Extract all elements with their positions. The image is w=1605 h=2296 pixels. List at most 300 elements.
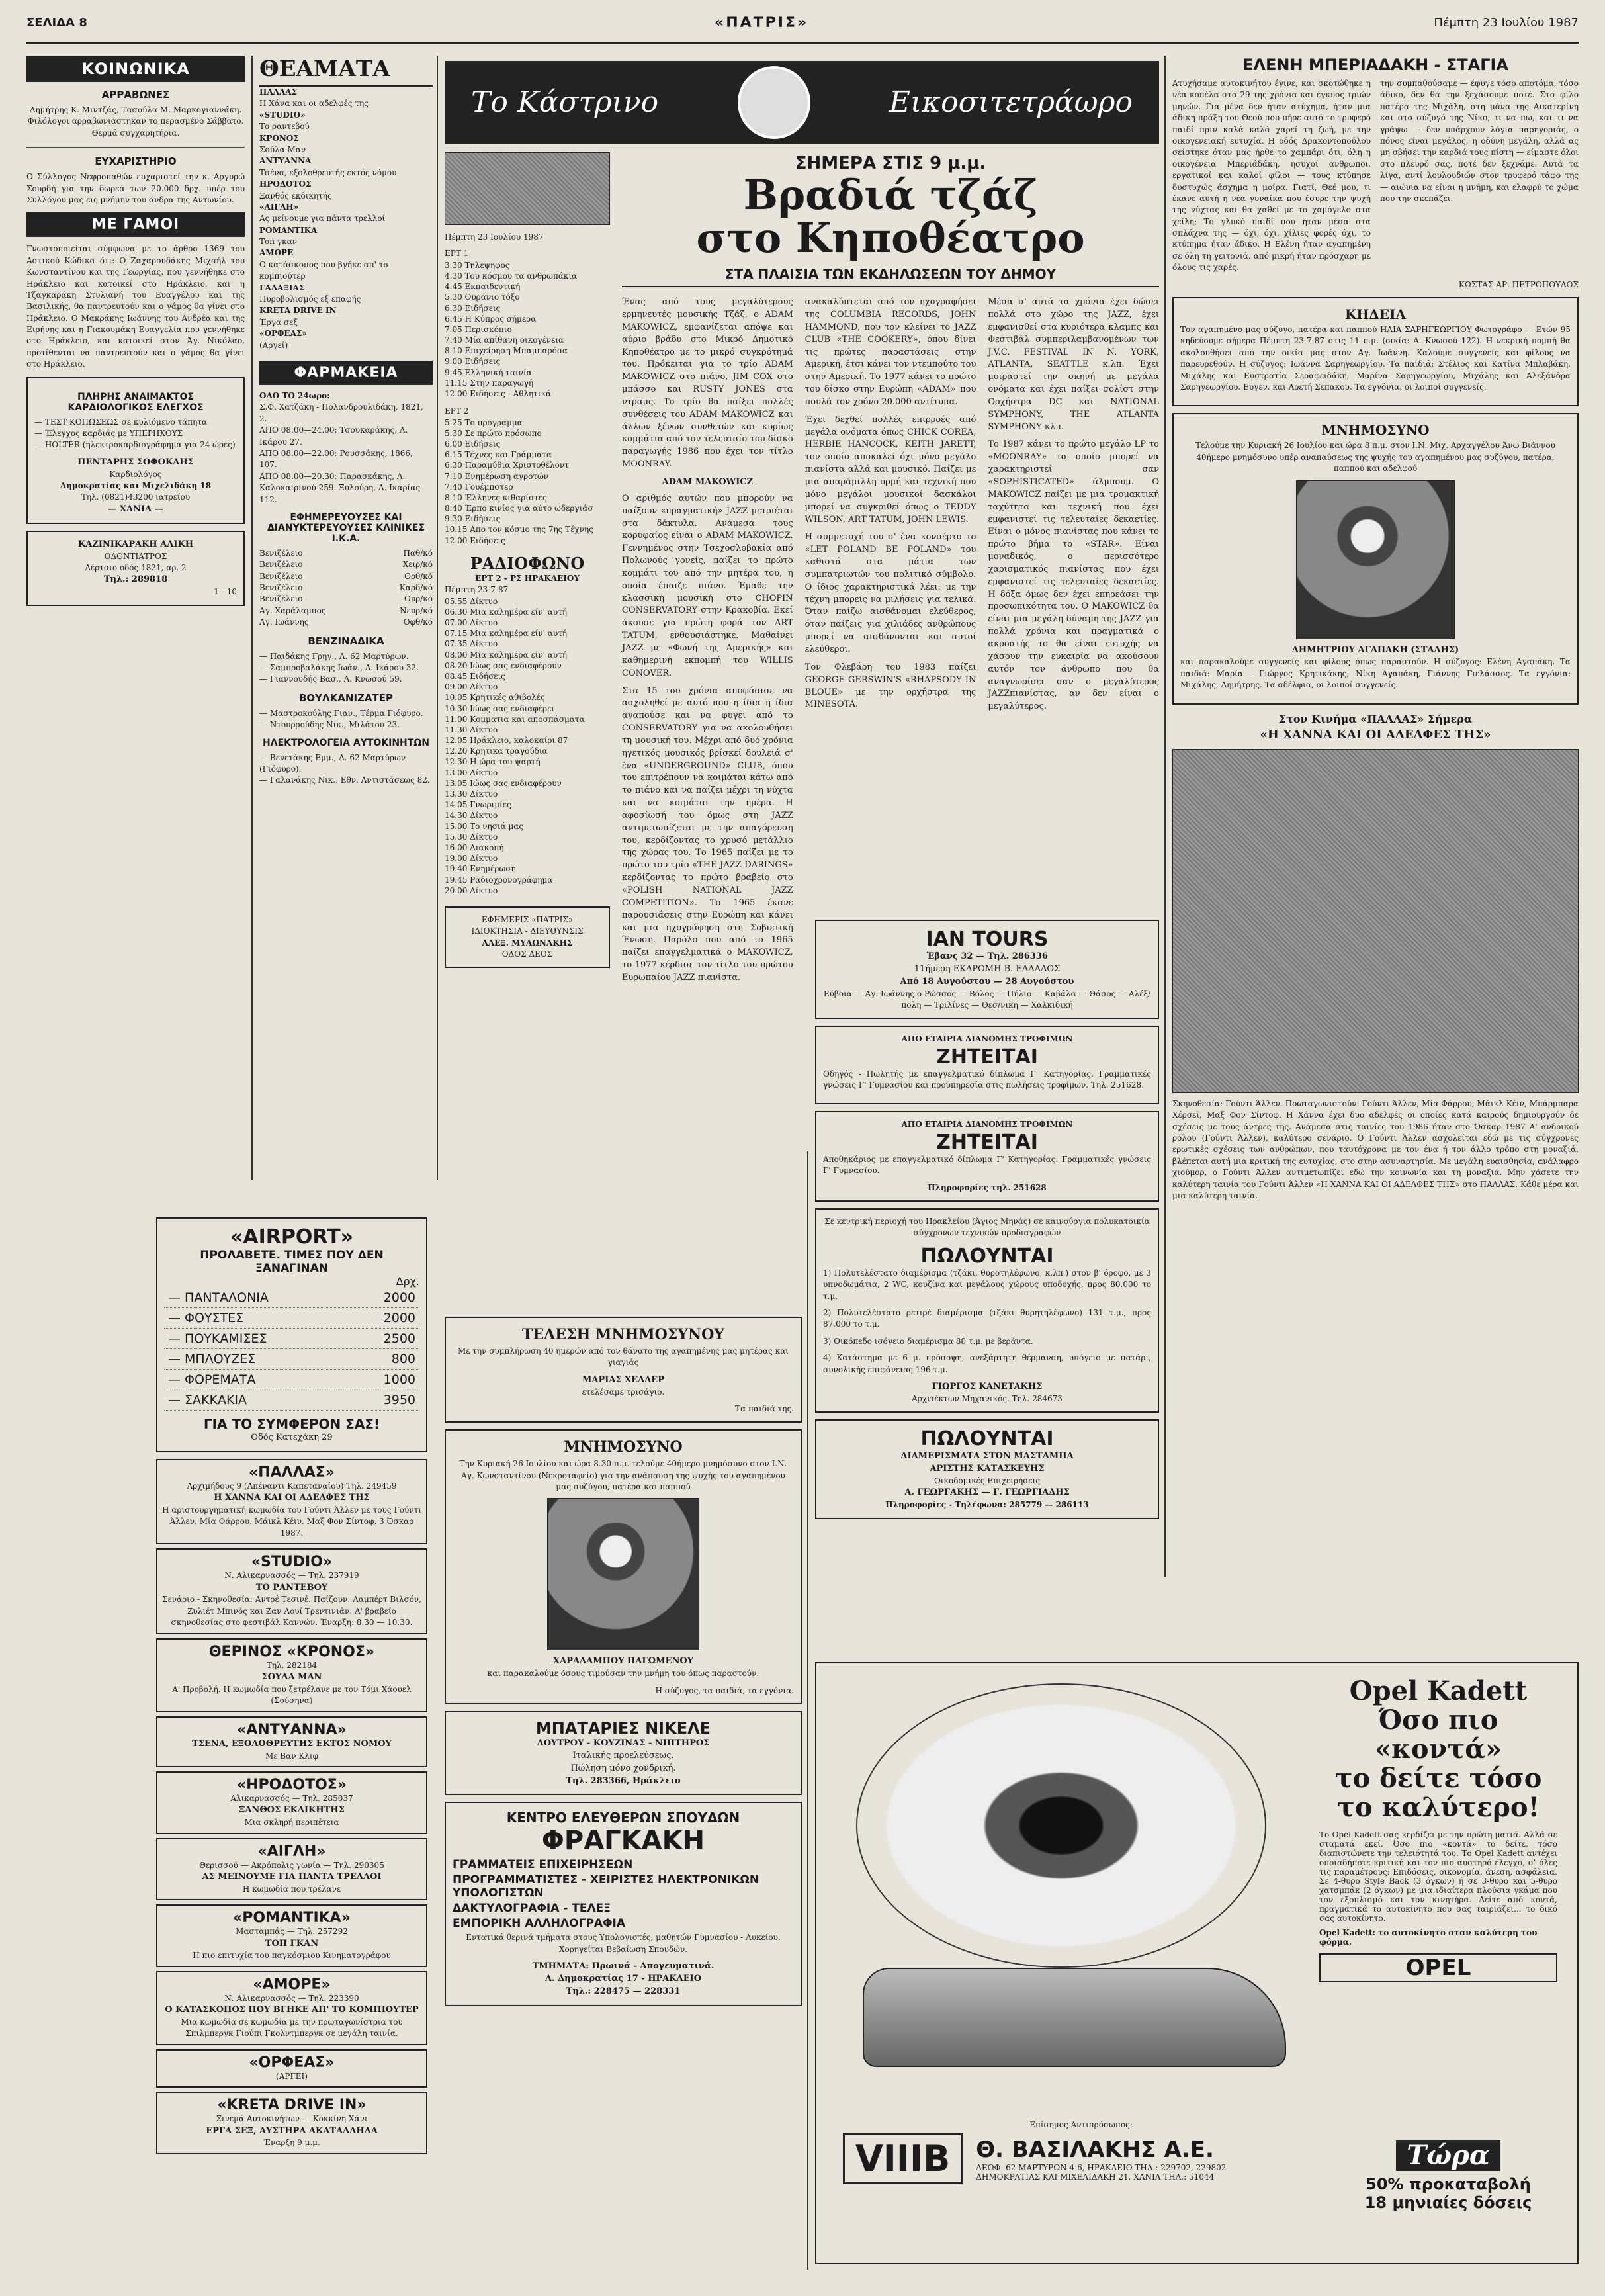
radio-program: 08.45 Ειδήσεις: [445, 671, 505, 681]
radio-program: 13.05 Ιώως σας ενδιαφέρουν: [445, 778, 562, 788]
theatre-film: (Αργεί): [259, 340, 288, 350]
school-name: ΦΡΑΓΚΑΚΗ: [541, 1826, 705, 1857]
school-course: ΓΡΑΜΜΑΤΕΙΣ ΕΠΙΧΕΙΡΗΣΕΩΝ: [453, 1858, 633, 1872]
cinema-desc: Μια σκληρή περιπέτεια: [244, 1818, 339, 1828]
hospital-row: [259, 559, 433, 570]
sale-title: ΠΩΛΟΥΝΤΑΙ: [920, 1244, 1054, 1268]
airport-ad: [156, 1217, 427, 1452]
theatre-name: ΑΜΟΡΕ: [259, 248, 294, 258]
airport-price: 2000: [383, 1290, 415, 1305]
hospital-department: Οφθ/κό: [403, 617, 433, 627]
page-number: ΣΕΛΙΔΑ 8: [26, 16, 87, 30]
hospital-department: Χειρ/κό: [402, 560, 433, 570]
ert2-program: 6.15 Τέχνες και Γράμματα: [445, 450, 552, 460]
school-course: ΠΡΟΓΡΑΜΜΑΤΙΣΤΕΣ - ΧΕΙΡΙΣΤΕΣ ΗΛΕΚΤΡΟΝΙΚΩΝ ΥΠΟΛΟΓΙΣΤΩΝ: [453, 1873, 759, 1900]
ert1-program: 6.45 Η Κύπρος σήμερα: [445, 314, 537, 324]
hospital-department: Παθ/κό: [403, 548, 433, 558]
cinema-info: Αρχιμήδους 9 (Απέναντι Καπεταναίου) Τηλ. 249459: [187, 1481, 397, 1491]
ert1-program: 8.10 Επιχείρηση Μπαμπαρόσα: [445, 346, 568, 356]
airport-price: 2000: [383, 1311, 415, 1325]
engagements-title: ΑΡΡΑΒΩΝΕΣ: [101, 89, 170, 101]
hospital-row: [259, 617, 433, 628]
masthead: [26, 9, 1579, 44]
hospital-name: Βενιζέλειο: [259, 548, 303, 558]
theatre-name: ΓΑΛΑΞΙΑΣ: [259, 283, 305, 292]
cinema-info: Ν. Αλικαρνασσός — Τηλ. 223390: [224, 1993, 359, 2003]
ert1-program: 5.30 Ουράνιο τόξο: [445, 292, 520, 302]
hospital-department: Ορθ/κό: [404, 571, 433, 581]
ert2-program: 7.10 Ενημέρωση αγροτών: [445, 471, 549, 481]
article-paragraph: Τον Φλεβάρη του 1983 παίζει GEORGE GERSWIN'S «RHAPSODY IN BLOUE» με την ορχήστρα της MINESOTA.: [804, 662, 976, 710]
battery-subtitle: ΛΟΥΤΡΟΥ - ΚΟΥΖΙΝΑΣ - ΝΙΠΤΗΡΟΣ: [537, 1738, 710, 1748]
memorial-service-text-2: και παρακαλούμε συγγενείς και φίλους όπως παραστούν. Η σύζυγος: Ελένη Αγαπάκη. Τα παιδιά: Μαρία - Γιώργος Κρητικάκης, Νίκη Αγαπάκη, Γιάννης Γιελάσσος. Τα εγγόνια: Μιχάλης, Δημήτρης. Τα αδέλφια, οι λοιποί συγγενείς.: [1180, 657, 1571, 690]
ert2-program: 6.00 Ειδήσεις: [445, 439, 501, 449]
dental-ad: [26, 531, 245, 606]
school-text: Εντατικά θερινά τμήματα στους Υπολογιστές, μαθητών Γυμνασίου - Λυκείου. Χορηγείται Βεβαίωση Σπουδών.: [466, 1933, 781, 1954]
sale-ad-1: [815, 1208, 1159, 1413]
cinema-ad: [156, 1771, 427, 1834]
cinema-film: Ο ΚΑΤΑΣΚΟΠΟΣ ΠΟΥ ΒΓΗΚΕ ΑΠ' ΤΟ ΚΟΜΠΙΟΥΤΕΡ: [165, 2005, 419, 2015]
job-header: ΑΠΟ ΕΤΑΙΡΙΑ ΔΙΑΝΟΜΗΣ ΤΡΟΦΙΜΩΝ: [901, 1120, 1073, 1129]
hospital-row: [259, 594, 433, 605]
radio-program: 10.30 Ιώως σας ενδιαφέρει: [445, 703, 554, 713]
gas-header: ΒΕΝΖΙΝΑΔΙΚΑ: [308, 635, 384, 647]
radio-date: Πέμπτη 23-7-87: [445, 585, 509, 595]
school-course: ΕΜΠΟΡΙΚΗ ΑΛΛΗΛΟΓΡΑΦΙΑ: [453, 1917, 626, 1931]
classifieds-column: [815, 913, 1159, 1526]
tours-dates: Από 18 Αυγούστου — 28 Αυγούστου: [900, 976, 1074, 987]
ert1-program: 7.40 Μία απίθανη οικογένεια: [445, 335, 564, 345]
pharmacy-header: ΦΑΡΜΑΚΕΙΑ: [259, 361, 433, 385]
doctor-name: ΠΕΝΤΑΡΗΣ ΣΟΦΟΚΛΗΣ: [77, 457, 194, 467]
article-title-2: στο Κηποθέατρο: [696, 214, 1085, 263]
radio-program: 09.00 Δίκτυο: [445, 682, 498, 692]
ert2-program: 7.40 Γουέμπστερ: [445, 482, 513, 492]
battery-text: Ιταλικής προελεύσεως.: [572, 1750, 674, 1761]
dental-address: Λέρτσιο οδός 1821, αρ. 2: [85, 562, 187, 572]
sale-contact: ΓΙΩΡΓΟΣ ΚΑΝΕΤΑΚΗΣ: [932, 1381, 1043, 1391]
gas-line: — Σαμπροβαλάκης Ιωάν., Λ. Ικάρου 32.: [259, 663, 419, 673]
thanks-title: ΕΥΧΑΡΙΣΤΗΡΙΟ: [95, 155, 177, 168]
theatre-list: [259, 87, 433, 351]
battery-phone: Τηλ. 283366, Ηράκλειο: [566, 1775, 681, 1786]
ert1-program: 6.30 Ειδήσεις: [445, 303, 501, 313]
school-address: Λ. Δημοκρατίας 17 - ΗΡΑΚΛΕΙΟ: [544, 1973, 702, 1984]
hospital-name: Αγ. Ιωάννης: [259, 617, 309, 627]
vulcanizer-line: — Ντουρρούδης Νικ., Μιλάτου 23.: [259, 720, 400, 730]
hospital-row: [259, 582, 433, 594]
radio-program: 10.05 Κρητικές αθιβολές: [445, 693, 545, 703]
car-illustration: [863, 1968, 1286, 2067]
article-subhead: ADAM MAKOWICZ: [662, 477, 754, 487]
memorial-service-notice: [1172, 413, 1579, 704]
electrician-header: ΗΛΕΚΤΡΟΛΟΓΕΙΑ ΑΥΤΟΚΙΝΗΤΩΝ: [263, 737, 429, 748]
article-col-1: [622, 296, 793, 990]
article-col-3: [988, 296, 1159, 990]
radio-program: 15.30 Δίκτυο: [445, 832, 498, 842]
tours-trip: 11ήμερη ΕΚΔΡΟΜΗ Β. ΕΛΛΑΔΟΣ: [914, 963, 1061, 974]
theatre-name: ΚΡΟΝΟΣ: [259, 133, 299, 143]
cinema-film: ΑΣ ΜΕΙΝΟΥΜΕ ΓΙΑ ΠΑΝΤΑ ΤΡΕΛΛΟΙ: [202, 1871, 382, 1882]
memorial-notice-3: [445, 1429, 802, 1704]
ert2-title: ΕΡΤ 2: [445, 406, 469, 416]
radio-program: 19.00 Δίκτυο: [445, 854, 498, 863]
school-header: ΚΕΝΤΡΟ ΕΛΕΥΘΕΡΩΝ ΣΠΟΥΔΩΝ: [506, 1810, 740, 1826]
cinema-ad: [156, 2092, 427, 2154]
engagements-text: Δημήτρης Κ. Μιντζάς, Τασούλα Μ. Μαρκογιαννάκη. Φιλόλογοι αρραβωνιάστηκαν το περασμένο Σάββατο. Θερμά συγχαρητήρια.: [27, 105, 244, 138]
opel-headline-3: το δείτε τόσο: [1334, 1763, 1542, 1794]
opel-copy: [1319, 1677, 1557, 1982]
cinema-name: «ΗΡΟΔΟΤΟΣ»: [236, 1776, 347, 1793]
deceased-portrait-2: [547, 1498, 699, 1650]
cinema-film: Η ΧΑΝΝΑ ΚΑΙ ΟΙ ΑΔΕΛΦΕΣ ΤΗΣ: [214, 1493, 370, 1503]
dealer-logo: VIIIB: [843, 2133, 963, 2184]
cinema-info: Τηλ. 282184: [266, 1660, 318, 1670]
stamp-line: ΑΛΕΞ. ΜΥΛΩΝΑΚΗΣ: [482, 938, 573, 948]
cardio-line: — HOLTER (ηλεκτροκαρδιογράφημα για 24 ώρες): [34, 440, 236, 450]
sale-item: 2) Πολυτελέστατο ρετιρέ διαμέρισμα (τζάκι θυρητηλέφωνο) 131 τ.μ., προς 87.000 το τ.μ.: [823, 1308, 1151, 1329]
school-course: ΔΑΚΤΥΛΟΓΡΑΦΙΑ - ΤΕΛΕΞ: [453, 1902, 611, 1916]
ert2-program: 8.40 Έρπο κινίος για αύτο ωδεργιάσ: [445, 504, 593, 513]
hospital-department: Καρδ/κό: [399, 583, 433, 593]
cardio-ad: [26, 377, 245, 524]
opel-headline-2: Όσο πιο «κοντά»: [1374, 1704, 1502, 1765]
radio-program: 13.00 Δίκτυο: [445, 768, 498, 777]
school-phone: Τηλ.: 228475 — 228331: [566, 1986, 681, 1996]
job-title: ΖΗΤΕΙΤΑΙ: [936, 1130, 1038, 1154]
theatre-name: ΑΝΤΥΑΝΝΑ: [259, 156, 312, 166]
article-paragraph: Ένας από τους μεγαλύτερους ερμηνευτές μουσικής Τζάζ, ο ADAM MAKOWICZ, εμφανίζεται απόψε και αύριο βράδυ στο Μικρό Δημοτικό Κηποθέατρο με το μικρό συγκρότημά του. Πρόκειται για το τρίο ADAM MAKOWICZ στο πιάνο, JIM COX στο μπάσσο και RUSTY JONES στα ντραμς. Το τρίο θα παίξει πολλές συνθέσεις του ADAM MAKOWICZ και άλλων ξένων συνθετών και κυρίως κομμάτια από τον τελευταίο του δίσκο παραγωγής 1986 που έχει τον τίτλο MOONRAY.: [622, 297, 793, 470]
tours-ad: [815, 920, 1159, 1019]
sale-ad-2: [815, 1419, 1159, 1519]
theatre-name: ΗΡΟΔΟΤΟΣ: [259, 179, 312, 189]
airport-subtitle: ΠΡΟΛΑΒΕΤΕ. ΤΙΜΕΣ ΠΟΥ ΔΕΝ ΞΑΝΑΓΙΝΑΝ: [200, 1249, 384, 1275]
issue-date: Πέμπτη 23 Ιουλίου 1987: [1434, 16, 1579, 30]
airport-price-row: [164, 1288, 419, 1308]
cinema-desc: (ΑΡΓΕΙ): [276, 2071, 308, 2081]
memorial-text: Ατυχήσαμε αυτοκινήτου έγινε, και σκοτώθηκε η νέα κοπέλα στα 29 της χρόνια και έγκυος τριών μηνών. Για μένα δεν ήταν ατύχημα, ήταν μια άδικη πράξη του Θεού που πήρε αυτό το τρυφερό παιδί πριν καλά καλά χαρεί τη ζωή, με την οικογενειακή ευτυχία. Η οδός Δρακοντοπούλου σείστηκε όταν μας ήρθε το χαμπάρι ότι, όλη η οικογένεια Μπεριάδάκη, ησυχοί άνθρωποι, εργατικοί και καλοί φίλοι — τους κτύπησε δυστυχώς άσχημα η μοίρα. Γιατί, Θεέ μου, τι έκανε αυτή η νέα γυναίκα που έσυρε την ψυχή της νύχτας και θα χαθεί με το χαμόγελο στα χείλη; Το γλυκό παιδί που ήταν μέσα στα σπλάχνα της — όχι, όχι, χίλιες φορές όχι, το κτύπημα ήταν άδικο. Η Ελένη ήταν αγαπημένη σε όλη τη γειτονιά, από μικρή ήταν πρόσχαρη με όλους τις χαρές.: [1172, 79, 1371, 273]
radio-program: 06.30 Μια καλημέρα είν' αυτή: [445, 607, 568, 617]
theatre-film: Η Χάνα και οι αδελφές της: [259, 99, 369, 109]
ert2-program: 9.30 Ειδήσεις: [445, 514, 501, 524]
film-review: Σκηνοθεσία: Γούντι Άλλεν. Πρωταγωνιστούν: Γούντι Άλλεν, Μία Φάρρου, Μάικλ Κέιν, Μπάρμπαρα Χέρσεϊ, Μαξ Φον Σίντοφ. Η Χάννα έχει δυο αδελφές οι οποίες κατά καιρούς δημιουργούν δε σχέσεις με τους άντρες της. Ανάμεσα στις ταινίες του 1986 ήταν στο Όσκαρ 1987 Α' ανδρικού ρόλου (Γούντι Άλλεν), καλύτερο σενάριο. Ο Γούντι Άλλεν ασχολείται εδώ με τις σύγχρονες ερωτικές σχέσεις των ανθρώπων, που ταυτόχρονα με τον ένα ή τον άλλο τρόπο στη μοναξιά, βλέπεται αυτή μια κριτική της ευτυχίας, στο στην ασυναρτησία. Με μεγάλη ευαισθησία, ανάλαφρο χιούμορ, ο Γούντι Άλλεν αντιμετωπίζει εδώ την κοινωνία και τη μοναξιά. Μην χάσετε την καλύτερη ταινία του Γούντι Άλλεν «Η ΧΑΝΝΑ ΚΑΙ ΟΙ ΑΔΕΛΦΕΣ ΤΗΣ» στο ΠΑΛΛΑΣ. Κάθε μέρα και μια καλύτερη ταινία.: [1172, 1098, 1579, 1200]
battery-text: Πώληση μόνο χονδρική.: [570, 1763, 676, 1773]
doctor-phone: Τηλ. (0821)43200 ιατρείου: [81, 492, 191, 502]
job-ad-1: [815, 1026, 1159, 1104]
theatre-film: Ξανθός εκδικητής: [259, 191, 332, 200]
airport-item: — ΦΟΥΣΤΕΣ: [168, 1311, 244, 1325]
article-title-1: Βραδιά τζάζ: [743, 171, 1038, 219]
cinema-name: «KRETA DRIVE IN»: [217, 2097, 367, 2114]
cinema-desc: Μια κωμωδία σε κωμωδία με την πρωταγωνίστρια του Σπιλμπεργκ Γιούπι Γκολντμπεργκ σε μεγάλη ταινία.: [181, 2017, 403, 2039]
radio-program: 19.40 Ενημέρωση: [445, 864, 516, 874]
deceased-name: ΔΗΜΗΤΡΙΟΥ ΑΓΑΠΑΚΗ (ΣΤΑΛΗΣ): [1291, 644, 1459, 655]
tours-title: IAN TOURS: [926, 928, 1049, 951]
article-paragraph: Στα 15 του χρόνια αποφάσισε να ασχοληθεί με αυτό που η ίδια η ίδια αγαπούσε και να φυγει από το CONSERVATORY για να ακολουθήσει τη μουσική του. Μέχρι από δυό χρόνια ηγετικός μουσικός βρίσκεί δουλειά σ' ένα «UNDERGROUND» CLUB, όπου του επιτρέπουν να κοιμάται κάτω από το πιάνο και να παίζει μέχρι τη νύχτα και να κοιμάται την ημέρα. Η αφοσίωσή του όμως στη JAZZ αντιμετωπίζεται με την απαγόρευση του, κερδίζοντας το χρυσό μετάλλιο της χώρας του. Το 1965 παίζει με το πρώτο του τρίο «THE JAZZ DARINGS» κερδίζοντας το πρώτο βραβείο στο «POLISH NATIONAL JAZZ COMPETITION». Το 1965 έκανε παρουσιάσεις στην Ευρώπη και κάνει και μια ηχογράφηση στη Σοβιετική Ένωση. Παρόλο που από το 1965 παίζει επαγγελματικά ο MAKOWICZ, το 1977 κέρδισε τον τίτλο του πρώτου Ευρωπαίου JAZZ πιανίστα.: [622, 685, 793, 983]
memorial-service-text: Τελούμε την Κυριακή 26 Ιουλίου και ώρα 8 π.μ. στον Ι.Ν. Μιχ. Αρχαγγέλου Άνω Βιάννου 40ήμερο μνημόσυνο υπέρ αναπαύσεως της ψυχής του αγαπημένου μας συζύγου, πατέρα, παππού και αδελφού: [1195, 441, 1555, 474]
airport-title: «AIRPORT»: [230, 1225, 353, 1249]
cinema-ads-column: [156, 1211, 427, 2158]
job-info: Πληροφορίες τηλ. 251628: [928, 1182, 1047, 1192]
memorial-signature: ΚΩΣΤΑΣ ΑΡ. ΠΕΤΡΟΠΟΥΛΟΣ: [1458, 279, 1579, 289]
cinema-desc: Σενάριο - Σκηνοθεσία: Αντρέ Τεσινέ. Παίζουν: Λαμπέρτ Βιλσόν, Ζυλιέτ Μπινός και Ζαν Λουί Τρεντινιάν. Α' βραβείο σκηνοθεσίας στο φεστιβάλ Καννών. Έναρξη: 8.30 — 10.30.: [162, 1595, 421, 1628]
job-text: Οδηγός - Πωλητής με επαγγελματικό δίπλωμα Γ' Κατηγορίας. Γραμματικές γνώσεις Γ' Γυμνασίου και προϋπηρεσία στις πωλήσεις τροφίμων. Τηλ. 251628.: [823, 1069, 1151, 1090]
article-col-2: [805, 296, 976, 990]
cinema-film: ΞΑΝΘΟΣ ΕΚΔΙΚΗΤΗΣ: [239, 1805, 345, 1816]
theatre-name: ΡΟΜΑΝΤΙΚΑ: [259, 225, 318, 235]
radio-program: 20.00 Δίκτυο: [445, 885, 498, 895]
opel-headline-1: Opel Kadett: [1349, 1675, 1528, 1706]
weddings-header: ΜΕ ΓΑΜΟΙ: [26, 212, 245, 237]
opel-headline-4: το καλύτερο!: [1336, 1792, 1540, 1823]
cardio-line: — ΤΕΣΤ ΚΟΠΩΣΕΩΣ σε κυλιόμενο τάπητα: [34, 417, 208, 427]
ert2-program: 6.30 Παραμύθια Χριστοθέλοντ: [445, 461, 569, 470]
article-paragraph: Έχει δεχθεί πολλές επιρροές από μεγάλα ονόματα όπως CHICK COREA, HERBIE HANCOCK, KEITH JARETT, τον οποίο αποκαλεί όχι μόνο μεγάλο πιανίστα αλλά και μουσικό. Παίζει με μια απαράμιλλη ορμή και τεχνική που μόνο μεγάλοι μουσικοί δασκάλοι μπορεί να συγκριθεί όπως ο TEDDY WILSON, ART TATUM, JOHN LEWIS.: [804, 414, 976, 525]
notice-signature: Τα παιδιά της.: [735, 1403, 794, 1413]
electrician-line: — Βενετάκης Εμμ., Λ. 62 Μαρτύρων (Γιόφυρο).: [259, 752, 406, 773]
electrician-line: — Γαλανάκης Νικ., Εθν. Αντιστάσεως 82.: [259, 775, 430, 785]
funeral-text: Τον αγαπημένο μας σύζυγο, πατέρα και παππού ΗΛΙΑ ΣΑΡΗΓΕΩΡΓΙΟΥ Φωτογράφο — Ετών 95 κηδεύουμε σήμερα Πέμπτη 23-7-87 στις 11 π.μ. (οικία: Α. Κνωσού 122). Η νεκρική πομπή θα ακολουθήσει από την οικία μας στον Αγ. Ιωάννη. Καλούμε συγγενείς και φίλους να παρευρεθούν. Η σύζυγος: Ιωάννα Σαρηγεωργίου. Τα παιδιά: Στέλιος και Κατίνα Μπλαβάκη, Μιχάλης και Ευστρατία Σεραφειδάκη, Μαρίνα Σαρηγεωργίου, Μιχάλης και Αλεξάνδρα Σαρηγεωργίου. Ευγεν. και Αρετή Σεπακου. Τα εγγόνια, οι λοιποί συγγενείς.: [1180, 325, 1571, 392]
promo-line-1: 50% προκαταβολή: [1366, 2175, 1531, 2193]
cinema-desc: Έναρξη 9 μ.μ.: [263, 2138, 320, 2148]
cinema-film: ΕΡΓΑ ΣΕΞ, ΑΥΣΤΗΡΑ ΑΚΑΤΑΛΛΗΛΑ: [206, 2125, 378, 2136]
cinema-ad: [156, 1459, 427, 1544]
hospital-list: [259, 548, 433, 629]
airport-price: 1000: [383, 1372, 415, 1387]
stamp-line: ΟΔΟΣ ΔΕΟΣ: [501, 949, 553, 959]
doctor-address: Δημοκρατίας και Μιχελιδάκη 18: [60, 481, 212, 491]
opel-footer: Opel Kadett: το αυτοκίνητο σταν καλύτερη του φόρμα.: [1319, 1928, 1538, 1947]
cinema-film: ΤΣΕΝΑ, ΕΞΟΛΟΘΡΕΥΤΗΣ ΕΚΤΟΣ ΝΟΜΟΥ: [192, 1738, 392, 1749]
radio-program: 11.30 Δίκτυο: [445, 725, 498, 734]
memorial-text-3b: και παρακαλούμε όσους τιμούσαν την μνήμη του όπως παραστούν.: [487, 1669, 759, 1679]
doctor-city: — ΧΑΝΙΑ —: [108, 504, 163, 514]
dealer-header: Επίσημος Αντιπρόσωπος:: [1029, 2120, 1133, 2129]
dealer-address-1: ΛΕΩΦ. 62 ΜΑΡΤΥΡΩΝ 4-6, ΗΡΑΚΛΕΙΟ ΤΗΛ.: 229702, 229802: [976, 2162, 1227, 2172]
notice-text: Με την συμπλήρωση 40 ημερών από τον θάνατο της αγαπημένης μας μητέρας και γιαγιάς: [457, 1346, 789, 1368]
cinema-ad: [156, 1716, 427, 1767]
ert2-program: 10.15 Απο τον κόσμο της 7ης Τέχνης: [445, 525, 593, 535]
cardio-line: — Έλεγχος καρδιάς με ΥΠΕΡΗΧΟΥΣ: [34, 429, 183, 439]
notices-column: [445, 1310, 802, 2013]
opel-body: Το Opel Kadett σας κερδίζει με την πρώτη ματιά. Αλλά σε σταματά εκεί. Όσο πιο «κοντά» το δείτε, τόσο διαπιστώνετε την τελειότητά του. Το Opel Kadett αντέχει οποιαδήποτε κριτική και τον πιο αυστηρό έλεγχο, σ' όλες τις παραμέτρους: Επιδόσεις, οικονομία, άνεση, ασφάλεια. Σε 4-θυρο Style Back (3 όγκων) ή σε 3-θυρο και 5-θυρο χατσμπάκ (2 όγκων) με μια ιδιαίτερα πλούσια γκάμα που τον εξοπλισμό και τον κινητήρα. Δείτε από κοντά, πραγματικά το αυτοκίνητο που σας ταιριάζει... το δικό σας αυτοκίνητο.: [1319, 1830, 1557, 1923]
sale2-names: Α. ΓΕΩΡΓΑΚΗΣ — Γ. ΓΕΩΡΓΙΑΔΗΣ: [904, 1487, 1070, 1498]
sale2-subtitle: ΔΙΑΜΕΡΙΣΜΑΤΑ ΣΤΟΝ ΜΑΣΤΑΜΠΑ: [900, 1451, 1074, 1462]
deceased-portrait: [1296, 480, 1455, 639]
article-paragraph: ανακαλύπτεται από τον ηχογραφήσει της COLUMBIA RECORDS, JOHN HAMMOND, που τον κλείνει το JAZZ CLUB «THE COOKERY», όπου δίνει τις πρώτες παραστάσεις στην Αμερική, έτσι κάνει τον ντεμπούτο του στην Αμερική. Το 1977 κάνει το πρώτο του δίσκο στην Ευρώπη «ADAM» που πουλά τον χρόνο 20.000 αντίτυπα.: [804, 297, 976, 407]
cinema-info: Θερισσού — Ακρόπολις γωνία — Τηλ. 290305: [199, 1860, 384, 1870]
vulcanizer-line: — Μαστροκούλης Γιαν., Τέρμα Γιόφυρο.: [259, 708, 423, 718]
ert1-list: [445, 260, 610, 399]
job-text: Αποθηκάριος με επαγγελματικό δίπλωμα Γ' Κατηγορίας. Γραμματικές γνώσεις Γ' Γυμνασίου.: [823, 1154, 1151, 1176]
dental-role: ΟΔΟΝΤΙΑΤΡΟΣ: [104, 551, 167, 561]
cinema-desc: Η αριστουργηματική κωμωδία του Γούντι Άλλεν με τους Γούντι Άλλεν, Μία Φάρρου, Μάικλ Κέιν, Μαξ Φον Σίντοφ, 3 Όσκαρ 1987.: [162, 1505, 421, 1538]
thanks-text: Ο Σύλλογος Νεφροπαθών ευχαριστεί την κ. Αργυρώ Σουρδή για την δωρεά των 20.000 δρχ. υπέρ του Συλλόγου μας εις μνήμην του άνδρα της Αντωνίου.: [26, 172, 245, 204]
ert2-program: 5.25 Το πρόγραμμα: [445, 418, 523, 427]
battery-ad: [445, 1711, 802, 1795]
radio-program: 07.00 Δίκτυο: [445, 618, 498, 628]
gas-line: — Παιδάκης Γρηγ., Λ. 62 Μαρτύρων.: [259, 651, 409, 661]
airport-item: — ΦΟΡΕΜΑΤΑ: [168, 1372, 256, 1387]
pharmacy-line: ΑΠΟ 08.00—22.00: Ρουσσάκης, 1866, 107.: [259, 448, 413, 470]
airport-price-row: [164, 1349, 419, 1370]
tours-route: Εύβοια — Αγ. Ιωάννης ο Ρώσσος — Βόλος — Πήλιο — Καβάλα — Θάσος — Αλέξ/πολη — Τριλίνες — Θεσ/νικη — Χαλκιδική: [823, 989, 1151, 1010]
pharmacy-line: Σ.Φ. Χατζάκη - Πολανδρουλιδάκη, 1821, 2.: [259, 402, 423, 423]
pharmacy-24h: ΟΛΟ ΤΟ 24ωρο:: [259, 390, 330, 400]
hospital-name: Βενιζέλειο: [259, 594, 303, 604]
memorial-name-3: ΧΑΡΑΛΑΜΠΟΥ ΠΑΓΩΜΕΝΟΥ: [553, 1656, 693, 1667]
notice-title: ΤΕΛΕΣΗ ΜΝΗΜΟΣΥΝΟΥ: [522, 1326, 724, 1343]
airport-item: — ΠΑΝΤΑΛΟΝΙΑ: [168, 1290, 269, 1305]
tv-date: Πέμπτη 23 Ιουλίου 1987: [445, 232, 544, 242]
dental-name: ΚΑΖΙΝΙΚΑΡΑΚΗ ΑΛΙΚΗ: [77, 539, 194, 549]
eye-illustration: [856, 1683, 1266, 1968]
airport-price-row: [164, 1308, 419, 1329]
cinema-ad: [156, 1638, 427, 1712]
article-today: ΣΗΜΕΡΑ ΣΤΙΣ 9 μ.μ.: [795, 154, 986, 173]
airport-price-row: [164, 1329, 419, 1349]
promo-line-2: 18 μηνιαίες δόσεις: [1364, 2193, 1532, 2212]
sale2-company: Οικοδομικές Επιχειρήσεις: [933, 1476, 1041, 1485]
cinema-desc: Με Βαν Κλιφ: [265, 1751, 319, 1761]
ert1-program: 3.30 Τηλεψηφος: [445, 260, 510, 270]
hospital-name: Βενιζέλειο: [259, 560, 303, 570]
hospital-name: Βενιζέλειο: [259, 571, 303, 581]
ert2-program: 5.30 Σε πρώτο πρόσωπο: [445, 428, 542, 438]
radio-program: 08.00 Μια καλημέρα είν' αυτή: [445, 650, 568, 660]
sale2-subtitle-2: ΑΡΙΣΤΗΣ ΚΑΤΑΣΚΕΥΗΣ: [930, 1464, 1045, 1474]
film-caption-top: Στον Κινήμα «ΠΑΛΛΑΣ» Σήμερα: [1278, 712, 1473, 725]
memorial-text: την συμπαθούσαμε — έφυγε τόσο αποτόμα, τόσο άδικο, δεν θα την ξεχάσουμε ποτέ. Στο φίλο πατέρα της Μιχάλη, στη μάνα της Αικατερίνη και στο σύζυγό της Νίκο, τι να πω, και τι να γράψω — δεν υπάρχουν λόγια παρηγοριάς, ο πόνος είναι μεγάλος, η οδύνη μεγάλη, αλλά ας μη σβήσει την καρδιά τους πίστη — είμαστε όλοι στο πλευρό σας, ποτέ δεν ξεχνάμε. Αυτά τα λίγα, αντί λουλουδιών στον τρυφερό τάφο της — αιώνια να είναι η μνήμη, και ελαφρύ το χώμα που την σκεπάζει.: [1380, 79, 1579, 203]
airport-item: — ΠΟΥΚΑΜΙΣΕΣ: [168, 1331, 267, 1346]
cinema-ad: [156, 1971, 427, 2045]
radio-program: 12.20 Κρητικα τραγούδια: [445, 746, 548, 756]
memorial-service-notice-2: [445, 1317, 802, 1423]
gas-line: — Γιαννουδής Βασ., Λ. Κνωσού 59.: [259, 674, 402, 684]
radio-program: 08.20 Ιώως σας ενδιαφέρουν: [445, 660, 562, 670]
theatre-name: KRETA DRIVE IN: [259, 306, 337, 316]
cinema-info: Σινεμά Αυτοκινήτων — Κοκκίνη Χάνι: [216, 2114, 368, 2124]
hospital-department: Νευρ/κό: [400, 605, 433, 615]
airport-item: — ΣΑΚΚΑΚΙΑ: [168, 1393, 247, 1407]
airport-price: 3950: [383, 1393, 415, 1407]
radio-header: ΡΑΔΙΟΦΩΝΟ: [470, 553, 585, 573]
cinema-name: «STUDIO»: [251, 1554, 333, 1571]
newspaper-name: «ΠΑΤΡΙΣ»: [715, 15, 809, 31]
theatre-film: Έργα σεξ: [259, 317, 298, 327]
theatre-name: ΠΑΛΛΑΣ: [259, 87, 298, 97]
publisher-stamp: [445, 906, 610, 969]
radio-program: 12.30 Η ώρα του ψαρτή: [445, 757, 541, 767]
hospitals-header: ΕΦΗΜΕΡΕΥΟΥΣΕΣ ΚΑΙ ΔΙΑΝΥΚΤΕΡΕΥΟΥΣΕΣ ΚΛΙΝΙΚΕΣ Ι.Κ.Α.: [267, 511, 425, 544]
ert1-program: 7.05 Περισκόπιο: [445, 324, 512, 334]
pharmacy-line: ΑΠΟ 08.00—24.00: Τσουκαράκης, Λ. Ικάρου 27.: [259, 425, 408, 447]
feature-banner: [445, 61, 1159, 144]
cinema-info: Ν. Αλικαρνασσός — Τηλ. 237919: [224, 1571, 359, 1581]
hospital-row: [259, 571, 433, 582]
radio-program: 15.00 Το νησιά μας: [445, 821, 524, 831]
airport-item: — ΜΠΛΟΥΖΕΣ: [168, 1352, 256, 1366]
notice-name: ΜΑΡΙΑΣ ΧΕΛΛΕΡ: [582, 1374, 664, 1385]
theatre-film: Ας μείνουμε για πάντα τρελλοί: [259, 214, 386, 224]
theatre-film: Πυροβολισμός εξ επαφής: [259, 294, 361, 304]
cinema-desc: Η πιο επιτυχία του παγκόσμιου Κινηματογράφου: [193, 1951, 391, 1961]
social-column: [26, 56, 245, 613]
memorial-title: ΕΛΕΝΗ ΜΠΕΡΙΑΔΑΚΗ - ΣΤΑΓΙΑ: [1242, 56, 1508, 74]
tv-set-image: [445, 152, 610, 225]
sale-item: 4) Κατάστημα με 6 μ. πρόσοψη, ανεξάρτητη θέρμανση, υπόγειο με πατάρι, συνολικής επιφάνειας 196 τ.μ.: [823, 1353, 1151, 1374]
sale-contact-role: Αρχιτέκτων Μηχανικός. Τηλ. 284673: [912, 1393, 1063, 1403]
school-ad: [445, 1802, 802, 2006]
airport-price-row: [164, 1390, 419, 1411]
theatre-film: Ο κατάσκοπος που βγήκε απ' το κομπιούτερ: [259, 259, 388, 281]
theatre-film: Το ραντεβού: [259, 122, 310, 132]
hospital-name: Αγ. Χαράλαμπος: [259, 605, 326, 615]
dental-hours: 1—10: [214, 587, 237, 597]
airport-currency: Δρχ.: [396, 1275, 419, 1288]
social-header: ΚΟΙΝΩΝΙΚΑ: [26, 56, 245, 82]
promo-block: [1339, 2140, 1557, 2212]
film-still-photo: [1172, 749, 1579, 1093]
cinema-list: [156, 1459, 427, 2154]
notice-text-2: ετελέσαμε τρισάγιο.: [582, 1387, 665, 1397]
jazz-article: [622, 154, 1159, 990]
hospital-department: Ουρ/κό: [404, 594, 433, 604]
airport-price-row: [164, 1370, 419, 1390]
cinema-desc: Η κωμωδία που τρέλανε: [242, 1884, 341, 1894]
hospital-name: Βενιζέλειο: [259, 583, 303, 593]
cinema-name: «ΠΑΛΛΑΣ»: [249, 1464, 335, 1481]
airport-price-list: [164, 1288, 419, 1411]
pharmacy-line: ΑΠΟ 08.00—20.30: Παρασκάκης, Λ. Καλοκαιρινού 259. Ξυλούρη, Λ. Ικαρίας 112.: [259, 471, 421, 504]
ert2-program: 12.00 Ειδήσεις: [445, 535, 505, 545]
ert1-program: 4.30 Του κόσμου τα ανθρωπάκια: [445, 271, 578, 281]
castle-emblem-icon: [738, 66, 810, 139]
radio-program: 14.05 Γνωριμίες: [445, 800, 511, 810]
weddings-text: Γνωστοποιείται σύμφωνα με το άρθρο 1369 του Αστικού Κώδικα ότι: Ο Ζαχαρουδάκης Μιχαήλ του Κωνσταντίνου και της Γεωργίας, που γεννήθηκε στο Ηράκλειο και κατοικεί στο Ηράκλειο, και η Τζαγκαράκη Στυλιανή του Ευαγγέλου και της Βασιλικής, θα παντρευτούν και ο γάμος θα γίνει στο Ηράκλειο. Ο Μακράκης Ιωάννης του Ανδρέα και της Ειρήνης και η Γιακουμάκη Ευαγγελία που γεννήθηκε στο Ηράκλειο, και κατοικεί στον Άγ. Νικόλαο, προτίθενται να παντρευτούν και ο γάμος θα γίνει στο Ηράκλειο.: [26, 244, 245, 369]
right-column: [1172, 56, 1579, 1207]
theatre-film: Σούλα Μαν: [259, 144, 306, 154]
dealer-block: [843, 2120, 1319, 2184]
radio-subheader: ΕΡΤ 2 - ΡΣ ΗΡΑΚΛΕΙΟΥ: [475, 573, 580, 583]
cinema-info: Μασταμπάς — Τηλ. 257292: [236, 1927, 348, 1937]
memorial-signature-3: Η σύζυγος, τα παιδιά, τα εγγόνια.: [655, 1685, 794, 1695]
cinema-name: «ΑΝΤΥΑΝΝΑ»: [237, 1721, 347, 1738]
stamp-line: ΕΦΗΜΕΡΙΣ «ΠΑΤΡΙΣ»: [481, 914, 574, 924]
sale-item: 3) Οικόπεδο ισόγειο διαμέρισμα 80 τ.μ. με βεράντα.: [823, 1336, 1033, 1346]
radio-program: 19.45 Ραδιοχρονογράφημα: [445, 875, 553, 885]
radio-program: 12.05 Ηράκλειο, καλοκαίρι 87: [445, 736, 568, 746]
radio-program: 11.00 Κομματια και αποσπάσματα: [445, 714, 585, 724]
cinema-film: ΤΟ ΡΑΝΤΕΒΟΥ: [255, 1582, 328, 1593]
radio-list: [445, 596, 610, 896]
dental-phone: Τηλ.: 289818: [103, 574, 168, 585]
airport-price: 800: [391, 1352, 415, 1366]
article-paragraph: Ο αριθμός αυτών που μπορούν να παίξουν «πραγματική» JAZZ μετριέται στα δάκτυλα. Ανάμεσα τους κορυφαίος είναι ο ADAM MAKOWICZ. Γεννημένος στην Τσεχοσλοβακία από Πολωνούς γονείς, παίζει το πρώτο κομμάτι του από την μητέρα του, η οποία έπαιζε πιάνο. Έμαθε την κλασσική μουσική στο CHOPIN CONSERVATORY στην Κρακοβία. Εκεί άκουσε για πρώτη φορά τον ART TATUM, ενθουσιάστηκε. Μαθαίνει JAZZ με «Φωνή της Αμερικής» και καθημερινή εκπομπή του WILLIS CONOVER.: [622, 493, 793, 678]
radio-program: 13.30 Δίκτυο: [445, 789, 498, 799]
airport-address: Οδός Κατεχάκη 29: [251, 1433, 333, 1442]
banner-right: Εικοσιτετράωρο: [889, 85, 1133, 119]
sale-list: [823, 1268, 1151, 1376]
dealer-name: Θ. ΒΑΣΙΛΑΚΗΣ Α.Ε.: [976, 2136, 1214, 2163]
memorial-header: ΜΝΗΜΟΣΥΝΟ: [1321, 422, 1430, 439]
article-paragraph: Το 1987 κάνει το πρώτο μεγάλο LP το «MOONRAY» το οποίο μπορεί να χαρακτηριστεί σαν «SOPHISTICATED» άλμπουμ. Ο MAKOWICZ παίζει με μια τρομακτική ταχύτητα και τεχνική που έχει εμφανιστεί τις τελευταίες δεκαετίες. Είναι ο μόνος πιανίστας που κάνει το πρώτο βήμα το «STAR». Είναι μοναδικός, ο περισσότερο χαρισματικός πιανίστας που έχει εμφανιστεί τις τελευταίες δεκαετίες. Η δόξα όμως δεν έχει επηρεάσει την προσωπικότητα του. Ο MAKOWICZ θα είναι μια μεγάλη δύναμη της JAZZ για πολλά χρόνια και πραγματικά ο ακροατής το θα είναι ευτυχής να χάσουν την ευκαιρία να ακούσουν αυτόν τον άνθρωπο που θα αναγνωρίσει σαν ο μεγαλύτερος JAZZπιανίστας, αν δεν είναι ο μεγαλύτερος.: [988, 439, 1160, 712]
airport-footer: ΓΙΑ ΤΟ ΣΥΜΦΕΡΟΝ ΣΑΣ!: [203, 1416, 380, 1432]
airport-price: 2500: [383, 1331, 415, 1346]
school-course-list: [453, 1858, 794, 1930]
memorial-text-3: Την Κυριακή 26 Ιουλίου και ώρα 8.30 π.μ. τελούμε 40ήμερο μνημόσυνο στον Ι.Ν. Αγ. Κωνσταντίνου (Νεκροταφείο) για την ανάπαυση της ψυχής του αγαπημένου μας συζύγου, πατέρα και παππού: [459, 1459, 787, 1491]
theatre-film: Τσένα, εξολοθρευτής εκτός νόμου: [259, 167, 397, 177]
